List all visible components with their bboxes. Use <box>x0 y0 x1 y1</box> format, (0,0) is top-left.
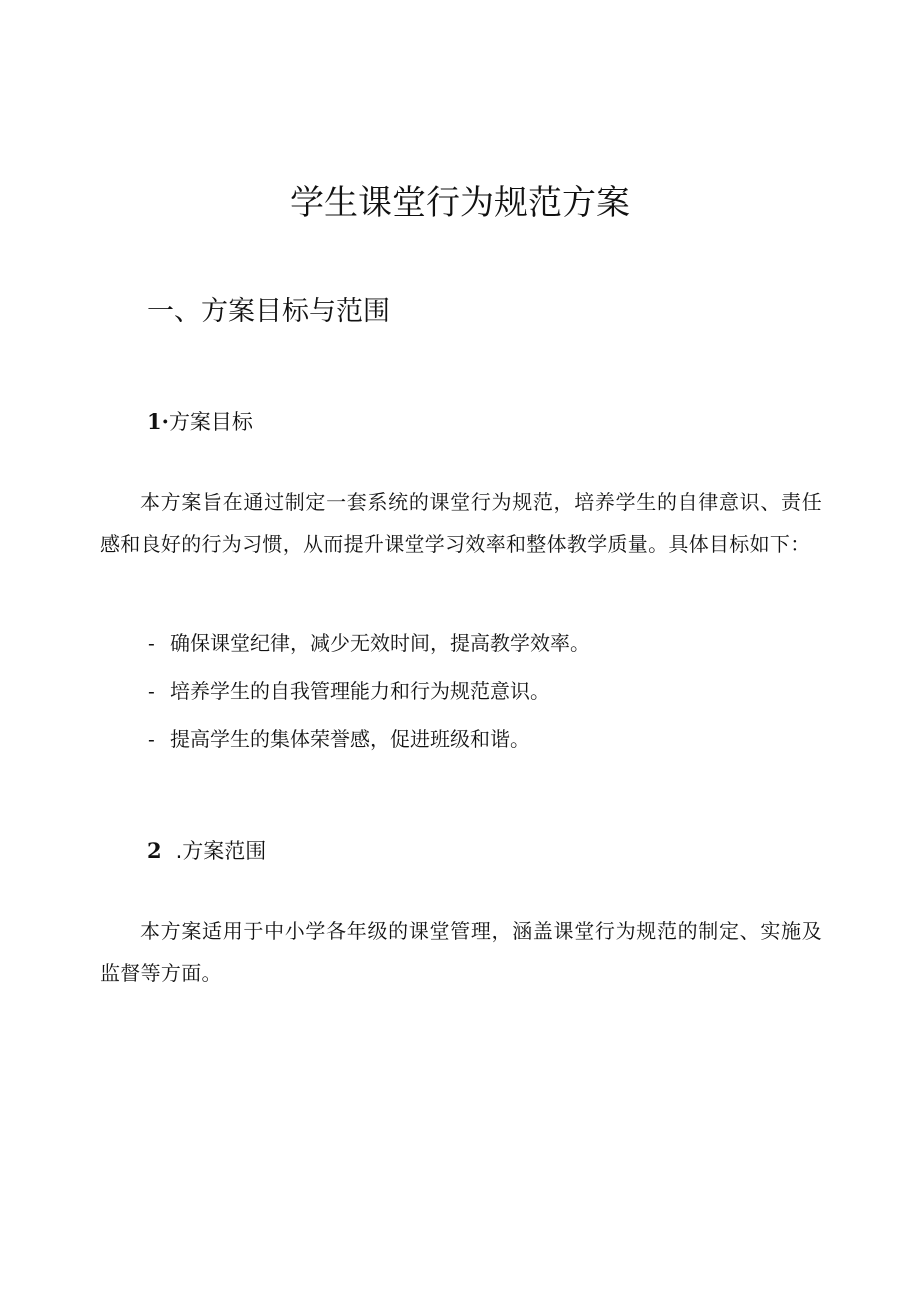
list-item <box>148 621 590 669</box>
section-heading-goals-scope: 一、方案目标与范围 <box>147 296 390 327</box>
dash-marker: - <box>148 631 155 655</box>
list-item-text: 确保课堂纪律，减少无效时间，提高教学效率。 <box>170 631 590 655</box>
list-item <box>148 717 590 765</box>
subsection-heading-goals <box>147 407 253 437</box>
subsection-number: 2 <box>147 838 162 863</box>
scope-paragraph: 本方案适用于中小学各年级的课堂管理，涵盖课堂行为规范的制定、实施及监督等方面。 <box>100 919 822 985</box>
dash-marker: - <box>148 727 155 751</box>
document-title: 学生课堂行为规范方案 <box>290 183 630 223</box>
subsection-number: 1· <box>147 409 169 434</box>
dash-marker: - <box>148 679 155 703</box>
goals-paragraph: 本方案旨在通过制定一套系统的课堂行为规范，培养学生的自律意识、责任感和良好的行为习惯，从而提升课堂学习效率和整体教学质量。具体目标如下： <box>100 490 822 556</box>
list-item-text: 培养学生的自我管理能力和行为规范意识。 <box>170 679 550 703</box>
subsection-label: 方案目标 <box>168 410 253 434</box>
subsection-label: .方案范围 <box>175 839 267 863</box>
goals-list <box>148 621 590 765</box>
subsection-heading-scope <box>147 836 266 866</box>
list-item-text: 提高学生的集体荣誉感，促进班级和谐。 <box>170 727 530 751</box>
list-item <box>148 669 590 717</box>
